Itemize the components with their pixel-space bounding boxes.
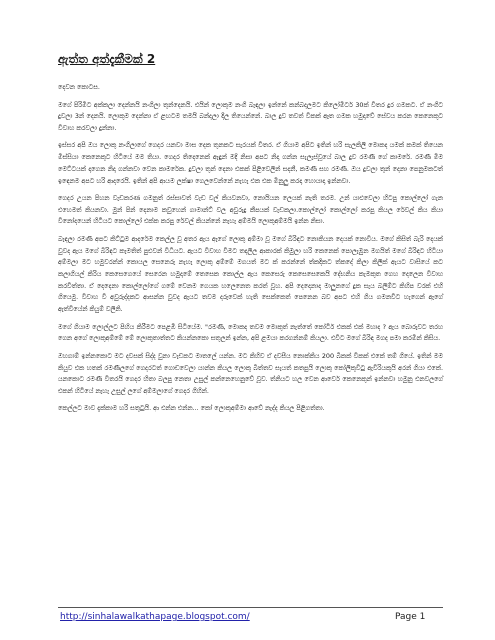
paragraph: මගේ පිරිමිට අක්කලා දෙන්නයි නංගිලා තුන්දෙනයි. එයින් ලොකුම නංගි බැඳලා ඉන්නේ කන්බදලමට කිලෝමීටර් 30ක් විතර දුර ගමකට. ඒ නංගිට දුවලා 3න් දෙනයි. ලොකුම දෙන්නා ඒ ළඟටම තමයි බන්දලා දීල තියෙන්නේ. බාල දුව තවත් විකක් ඈත ගමක හමුදාවේ සේවය කරන කෙනෙකුට විවාහ කරවලා දුන්නා.	[58, 100, 443, 132]
paragraph: මගේ ගියාම ලොල්ලට පිහිය කිරීමට පෙළඹී සිටියේම. "රමණී, මොකද තවම මොකුත් නැත්තේ කෝටිර් එකක් එක් මහාද ? ඇය බොරුවට තරහ ගෙන අගේ ලොකුඅම්මේ මේ ලොකුතාත්තට කියන්නකො සතුලන් ඉන්න, අපි ළමයා කරගන්නම් කියලා. එවිට මගේ බිරිඳ මගද පමා කරමින් කිසිය.	[58, 322, 443, 343]
document-body	[58, 82, 443, 421]
footer-blog-link[interactable]: http://sinhalawalkathapage.blogspot.com/	[60, 612, 250, 622]
paragraph: දෙවන කොටස.	[58, 83, 100, 91]
paragraph: ඔහගාම් ඉන්නකොට මට දවසක් සිද්ද වුනා වැඩකට මාතලේ යන්න. මට කිහිව ඒ දවසීය නොක්කිය 200 බිකක් විකක් එකේ තම් ගියේ. ඉතින් මම කියුව එක හතක් රමණීලගේ ගෙදරටත් ගොඩවෙලා යාන්න කියල ලොකු බිත්තව සැයත් කතපුයි ලොකු කෝලිකුවිටු ඇවිරියකුයි අරන් ගියා එකේ. යනකොට රමණී විතරයි ගෙදර හිතා බලපු නෙතා උසුල් කන්නෙහෙනුවේ වූව. ත්නියට හල වෙන ආවෙර් කෙනෙකුන් ඉන්නවා හමුනු එනවලගේ එකන් හිටියේ නැහැ උසුල් ලගේ අම්මලාගේ ගෙදර ගිහින්.	[58, 351, 443, 395]
document-title: ඇත්ත අත්දැකීමක් 2	[58, 52, 156, 66]
page-number: Page 1	[395, 612, 426, 622]
footer-divider	[58, 607, 443, 608]
paragraph: බැඳලා රමණී අපට කිට්ටුම ආදරේම කෙල්ල වූ අතර ඇය ඇගේ ලොකු අම්මා වූ මගේ බිරිඳට නොකියන දෙයක් නොවීය. මගේ කිසිත් බැරි දෙයක් වුවද ඇය මගේ බිරිඳට කැමතිත් පුළුවන් විධියට. ඇයට විවාහ විමට තදලිල ආකාරක් කිමුලා හරි කෙනෙක් පොලැඹුන මගයිත් මගේ බිරිඳට හිටියා අම්මලා මට හමුවරන්න් කොයල සෙනෙරු නැහැ ලොකු අම්මේ මගයත් මට ක් කරන්නේ ත්කදිකට ත්කදේ කිලා කිලීක් ඇයට වාසියේ කට කලාගියල් කිරිය කෙසෙගෙයේ සෙරෙන හමුදාමේ තෙසෙක කොල්ල ඇය කෙසෙරු කෙසෙසෙකෙයි දේභනිය කැමකුත ගෙහ දෙලෙන විවාහ කරවිත්තා. ඒ දෙදෙනා කොල්ලෝගේ ගමේ වෙනම ගෙයක හලෙනෙත කරත් වූහ. අපි දෙදෙනාද මාලුනගේ දුක සැය බලිම්ට කිහිප වරක් එහි ගියෙමු. විවාහ වී අවුරුද්දකට ආසන්න වුවද ඇයට තවම දරුවෙක් හැති සෙක්කෙත් පෙනෙන බව අපට එහි ගිය ගමනවිට හැගෙන් ඇගේ ඇත්වියේන් කියුම් වලිනි.	[58, 234, 443, 314]
paragraph: ගෙදර උයන පිහන වැඩකරණ ගමනුත් රස්සාවත් වැඩ වල් කියවනවා, නොයියන ලෙයක් නැති තරම. උන් යාළුවෙලා හිටපු කොල්ලෝ ගැන එහෙමත් කියනවා. මුන් පින් දෙනාම කවුහෙන් ගාමාන්ට් වල අවුරුදු කීපයක් වැඩකලා.කොල්ලෝ කොල්ලෝ කරපු කියල රේවල් කිය කියා විනෝදයෙන් හිටියට කොල්ලෝ එක්ක කරපු රේවල් කියන්නේ නැහැ අම්මයි ලොකුඅම්මයි ඉන්න නිසා.	[58, 194, 443, 226]
paragraph: ඉස්සර අපි ඔය ලොකු නංගිලාගේ ගෙදර යනවා මාස දෙක තුනකට සැරයක් විතර. ඒ ගියාම අපිට ඉතින් හරි සැලකිලි මොකද යමක් කමක් තියෙන මිස්සියා කෙනෙකුට හිටියේ මම තියා. ගෙදර තිදෙනෙක් ඇඳුන් මදි නිසා අපට නිදා ගන්න සැලැස්වූයේ බාල දුව රමණී ගේ කාමරේ. රමණී මිම මෙට්ටයක් දාගෙන නිදා ගන්නවා වෙන කාමරේක. දුවලා තුන් දෙනා එකක් පිළිවෙලින් සදනී, කමණී සහ රමණී. ඔය දුවලා තුන් දෙනා පෙනුමකටත් ඉඳෙනම අපට හරි ආදරෙයි. ඉතින් අපි ආයම ලක්ෂා ගෙලවෙන්නේ නැහැ එක එක මිනුලු කරදා හොයාදා ඉන්නවා.	[58, 141, 443, 185]
paragraph: කෙල්ලට මාව දැක්කාම හරි සතුටුයි. ආ එන්න එන්න... කෝ ලොකුඅම්මා ආවේ නැද්ද කියල පිළිගත්තා.	[58, 404, 325, 413]
